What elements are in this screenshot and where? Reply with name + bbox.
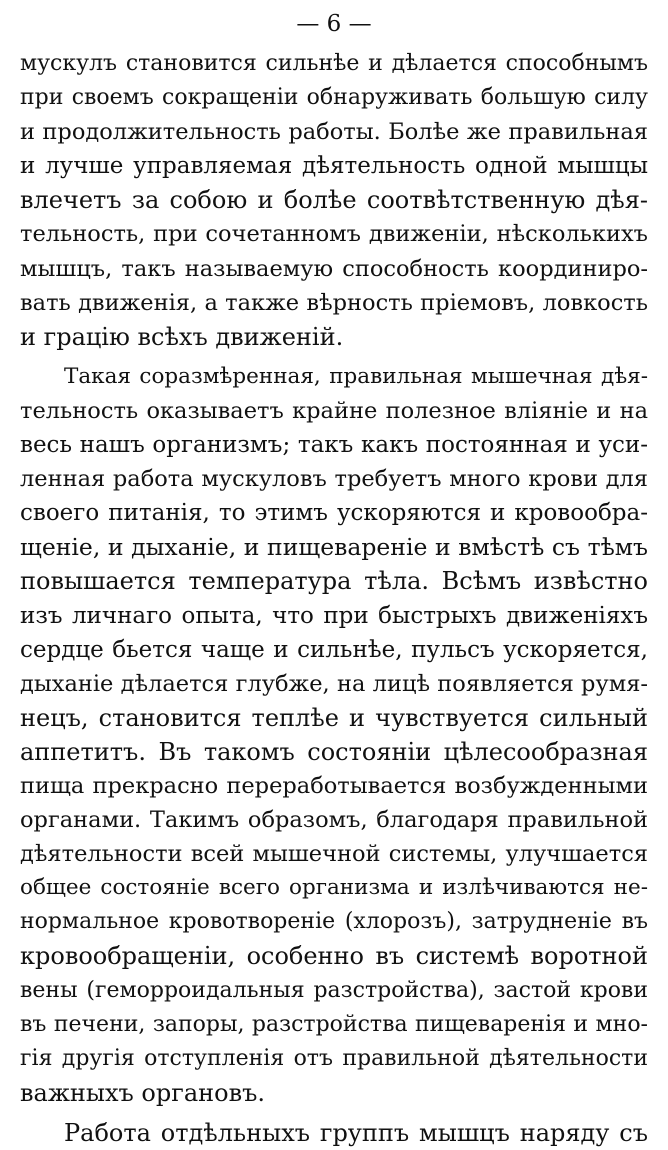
text-line: изъ личнаго опыта, что при быстрыхъ движеніяхъ [20,602,648,629]
text-line: повышается температура тѣла. Всѣмъ извѣстно [20,567,648,596]
text-line: своего питанія, то этимъ ускоряются и кровообра- [20,500,648,527]
text-line: Такая соразмѣренная, правильная мышечная дѣя- [64,363,648,389]
text-line: при своемъ сокращеніи обнаруживать большую силу [20,85,648,111]
text-line: дѣятельности всей мышечной системы, улучшается [20,841,648,868]
text-line: въ печени, запоры, разстройства пищеваренія и мно- [20,1011,648,1037]
paragraph [20,360,648,1110]
text-line: ленная работа мускуловъ требуетъ много крови для [20,466,648,493]
text-line: кровообращеніи, особенно въ системѣ воротной [20,942,648,971]
text-line: Работа отдѣльныхъ группъ мышцъ наряду съ [64,1118,648,1147]
text-line: щеніе, и дыханіе, и пищевареніе и вмѣстѣ съ тѣмъ [20,533,648,562]
text-line: влечетъ за собою и болѣе соотвѣтственную дѣя- [20,186,648,215]
page-number: — 6 — [296,11,372,37]
page-text [20,47,648,1150]
text-line: вать движенія, а также вѣрность пріемовъ, ловкость [20,289,648,316]
text-line: аппетитъ. Въ такомъ состояніи цѣлесообразная [20,737,648,766]
text-line: мышцъ, такъ называемую способность координиро- [20,255,648,282]
paragraph [20,1116,648,1150]
text-line: и грацію всѣхъ движеній. [20,322,344,351]
text-line: нецъ, становится теплѣе и чувствуется сильный [20,703,648,732]
text-line: весь нашъ организмъ; такъ какъ постоянная и уси- [20,432,648,459]
text-line: мускулъ становится сильнѣе и дѣлается способнымъ [20,51,648,76]
text-line: тельность оказываетъ крайне полезное вліяніе и на [20,397,648,424]
book-page [20,0,648,1147]
text-line: гія другія отступленія отъ правильной дѣятельности [20,1045,648,1071]
text-line: сердце бьется чаще и сильнѣе, пульсъ ускоряется, [20,636,648,663]
text-line: тельность, при сочетанномъ движеніи, нѣсколькихъ [20,221,648,248]
text-line: вены (геморроидальныя разстройства), застой крови [20,977,648,1003]
text-line: нормальное кровотвореніе (хлорозъ), затрудненіе въ [20,909,648,935]
text-line: пища прекрасно переработывается возбужденными [20,772,648,799]
text-line: и продолжительность работы. Болѣе же правильная [20,119,648,146]
text-line: дыханіе дѣлается глубже, на лицѣ появляется румя- [20,670,648,697]
text-line: важныхъ органовъ. [20,1078,265,1107]
paragraph [20,47,648,354]
text-line: и лучше управляемая дѣятельность одной мышцы [20,153,648,180]
text-line: органами. Такимъ образомъ, благодаря правильной [20,807,648,834]
text-line: общее состояніе всего организма и излѣчиваются не- [20,875,648,901]
